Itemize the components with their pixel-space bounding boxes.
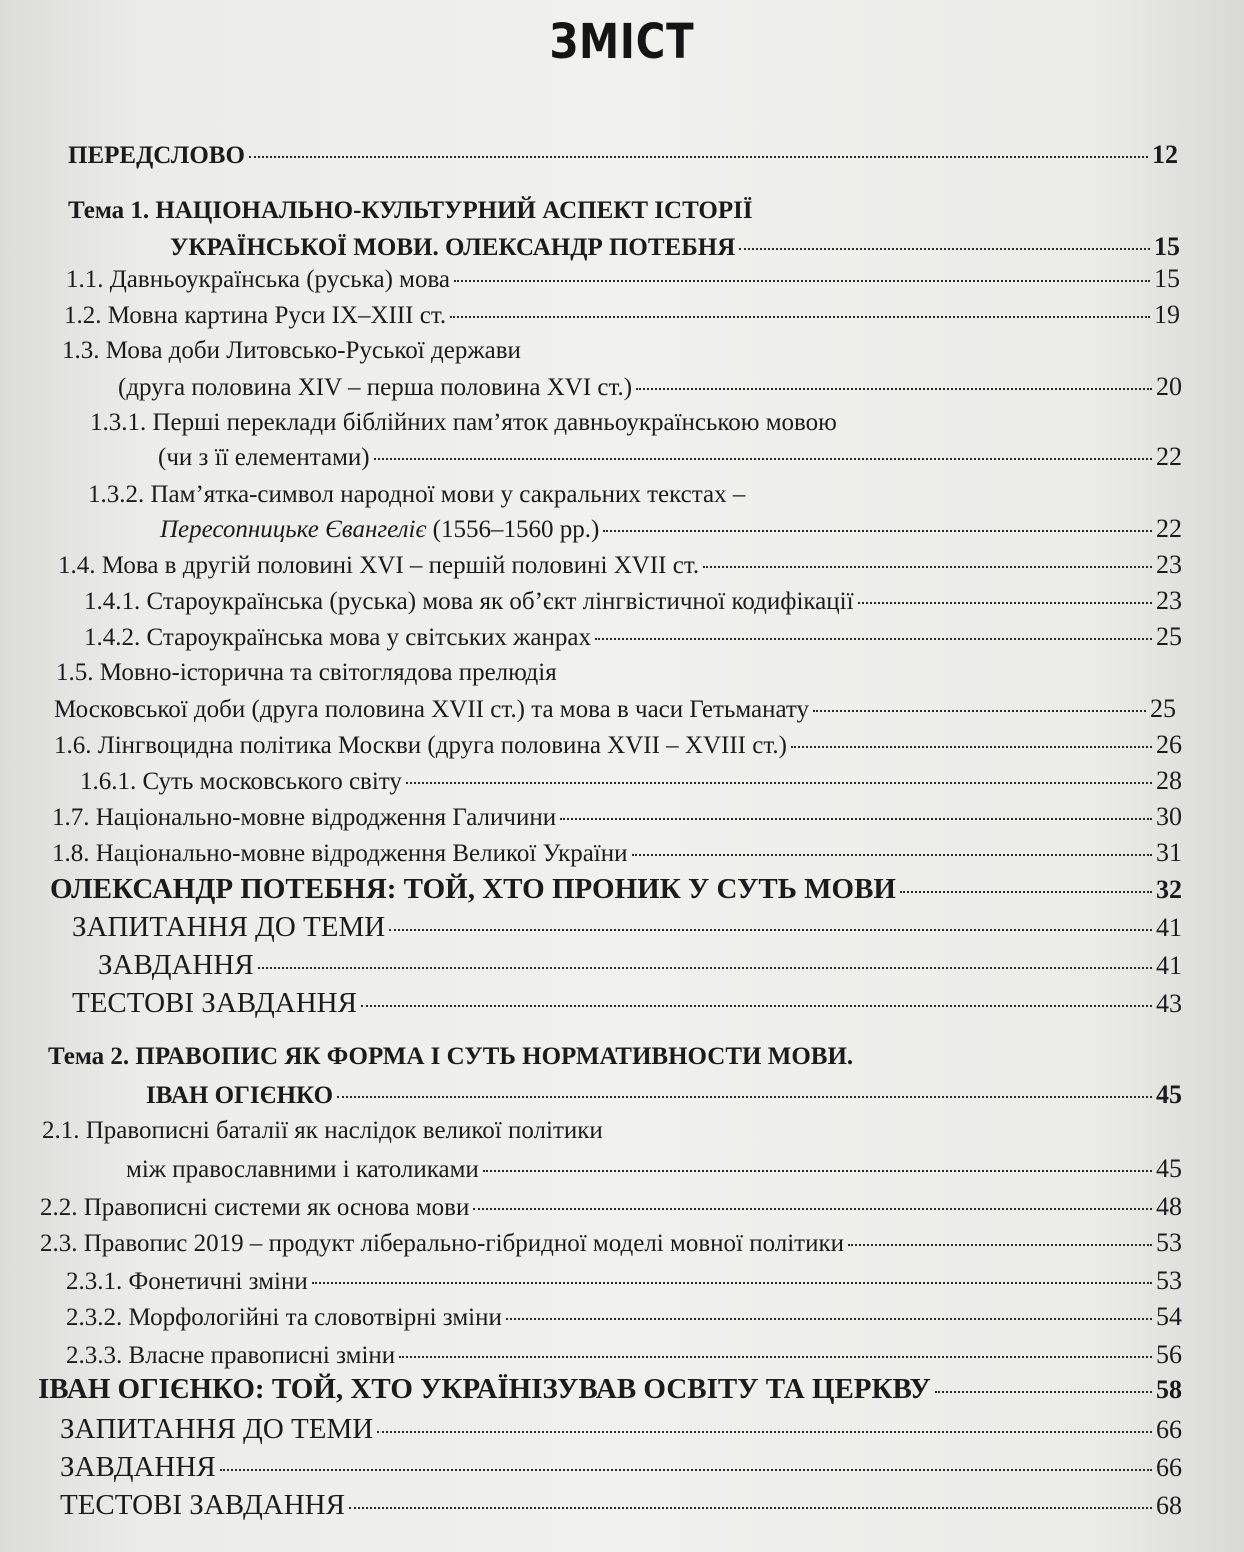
toc-entry-text: ПЕРЕДСЛОВО [68,142,245,169]
toc-leader-dots [739,248,1150,250]
toc-entry-text: 1.6.1. Суть московського світу [80,768,402,795]
toc-entry-1-3: 1.3. Мова доби Литовсько-Руської держави [62,337,521,364]
toc-entry-text [160,515,599,545]
toc-entry-1-6 [54,730,1182,761]
toc-entry-2-1-cont [126,1154,1182,1185]
toc-page-number: 41 [1156,951,1182,980]
toc-page-number: 26 [1156,730,1182,759]
toc-entry-text: ІВАН ОГІЄНКО [146,1082,334,1109]
toc-page-number: 32 [1156,875,1182,904]
toc-leader-dots [813,710,1146,712]
toc-leader-dots [900,891,1152,893]
toc-entry-text: ЗАПИТАННЯ ДО ТЕМИ [60,1413,374,1445]
toc-entry-1-1 [66,264,1180,295]
toc-page-number: 53 [1156,1228,1182,1257]
toc-entry-1-2 [64,300,1180,331]
toc-entry-1-4-1 [84,586,1182,617]
toc-page-number: 41 [1156,913,1182,942]
toc-entry-1-8 [52,838,1182,869]
toc-leader-dots [374,458,1152,460]
toc-entry-text: ТЕСТОВІ ЗАВДАННЯ [60,1489,345,1521]
toc-leader-dots [450,316,1150,318]
page-title: ЗМІСТ [549,14,695,70]
toc-leader-dots [454,280,1150,282]
toc-entry-text: 2.3.1. Фонетичні зміни [66,1268,308,1295]
toc-entry-text: 2.3.3. Власне правописні зміни [66,1342,396,1369]
toc-entry-text: 1.1. Давньоукраїнська (руська) мова [66,266,451,293]
toc-entry-potebnia [50,874,1182,905]
toc-leader-dots [399,1356,1152,1358]
toc-leader-dots [603,530,1152,532]
toc-entry-years: (1556–1560 рр.) [426,516,600,543]
toc-leader-dots [595,638,1152,640]
toc-page-number: 66 [1156,1453,1182,1482]
toc-entry-foreword [68,140,1178,171]
toc-page-number: 25 [1156,622,1182,651]
toc-entry-1-5-cont [54,694,1176,725]
toc-page-number: 22 [1156,442,1182,471]
toc-entry-text: (чи з її елементами) [158,444,370,471]
toc-entry-text: 1.7. Національно-мовне відродження Галичини [52,804,557,831]
toc-entry-tasks-1 [98,950,1182,981]
toc-leader-dots [406,782,1152,784]
toc-topic-2-heading: Тема 2. ПРАВОПИС ЯК ФОРМА І СУТЬ НОРМАТИВНОСТИ МОВИ. [48,1043,854,1070]
toc-entry-questions-1 [72,912,1182,943]
toc-entry-1-3-1: 1.3.1. Перші переклади біблійних пам’яток давньоукраїнською мовою [90,409,837,436]
toc-entry-1-3-1-cont [158,442,1182,473]
toc-page-number: 28 [1156,766,1182,795]
toc-entry-tests-1 [72,988,1182,1019]
toc-entry-2-3 [40,1228,1182,1259]
toc-entry-1-4-2 [84,622,1182,653]
toc-page-number: 23 [1156,586,1182,615]
toc-leader-dots [560,818,1152,820]
toc-entry-text: ЗАПИТАННЯ ДО ТЕМИ [72,911,386,943]
toc-page-number: 12 [1152,140,1178,169]
toc-entry-text: між православними і католиками [126,1156,479,1183]
toc-entry-text: 1.4. Мова в другій половині XVI – першій половині XVII ст. [58,552,700,579]
toc-leader-dots [377,1431,1152,1433]
toc-leader-dots [848,1244,1152,1246]
toc-page-number: 54 [1156,1302,1182,1331]
toc-entry-text: 1.2. Мовна картина Руси IX–XIII ст. [64,302,447,329]
toc-entry-2-1: 2.1. Правописні баталії як наслідок великої політики [42,1117,603,1144]
toc-leader-dots [473,1208,1152,1210]
toc-entry-1-4 [58,550,1182,581]
toc-leader-dots [220,1469,1152,1471]
toc-leader-dots [791,746,1152,748]
toc-page-number: 22 [1156,514,1182,543]
toc-page-number: 45 [1156,1154,1182,1183]
toc-leader-dots [249,156,1148,158]
toc-page-number: 58 [1156,1375,1182,1404]
toc-leader-dots [483,1170,1152,1172]
toc-entry-1-7 [52,802,1182,833]
toc-entry-1-3-cont [118,372,1182,403]
toc-entry-text: ЗАВДАННЯ [98,949,254,981]
toc-entry-text: (друга половина XIV – перша половина XVI ст.) [118,374,633,401]
toc-entry-1-3-2-cont [160,514,1182,545]
toc-leader-dots [858,602,1152,604]
toc-page-number: 43 [1156,989,1182,1018]
toc-page-number: 48 [1156,1192,1182,1221]
toc-entry-2-3-3 [66,1340,1182,1371]
toc-entry-text: 1.4.1. Староукраїнська (руська) мова як об’єкт лінгвістичної кодифікації [84,588,854,615]
toc-leader-dots [506,1318,1152,1320]
toc-topic-1-heading: Тема 1. НАЦІОНАЛЬНО-КУЛЬТУРНИЙ АСПЕКТ ІСТОРІЇ [68,197,753,224]
toc-page-number: 19 [1154,300,1180,329]
toc-page-number: 66 [1156,1415,1182,1444]
toc-entry-text: ЗАВДАННЯ [60,1451,216,1483]
toc-page-number: 45 [1156,1080,1182,1109]
toc-page-number: 25 [1150,694,1176,723]
toc-leader-dots [935,1391,1152,1393]
toc-entry-tests-2 [60,1490,1182,1521]
toc-entry-text: Московської доби (друга половина XVII ст.) та мова в часи Гетьманату [54,696,810,723]
toc-page-number: 53 [1156,1266,1182,1295]
toc-page-number: 30 [1156,802,1182,831]
toc-topic-1-heading-cont [170,232,1180,263]
toc-entry-text: 1.4.2. Староукраїнська мова у світських жанрах [84,624,591,651]
toc-entry-text: ІВАН ОГІЄНКО: ТОЙ, ХТО УКРАЇНІЗУВАВ ОСВІТУ ТА ЦЕРКВУ [38,1373,931,1405]
toc-leader-dots [258,967,1152,969]
toc-entry-text: 2.3. Правопис 2019 – продукт ліберально-гібридної моделі мовної політики [40,1230,844,1257]
toc-leader-dots [361,1005,1152,1007]
toc-page-number: 56 [1156,1340,1182,1369]
toc-page-number: 20 [1156,372,1182,401]
toc-entry-text: ОЛЕКСАНДР ПОТЕБНЯ: ТОЙ, ХТО ПРОНИК У СУТЬ МОВИ [50,873,896,905]
toc-entry-questions-2 [60,1414,1182,1445]
toc-topic-2-heading-cont [146,1080,1182,1111]
toc-entry-2-3-2 [66,1302,1182,1333]
toc-entry-2-2 [40,1192,1182,1223]
toc-entry-text: 1.8. Національно-мовне відродження Великої України [52,840,628,867]
toc-page-number: 15 [1154,232,1180,261]
toc-entry-ohiienko [38,1374,1182,1405]
toc-entry-2-3-1 [66,1266,1182,1297]
toc-leader-dots [389,929,1152,931]
toc-entry-tasks-2 [60,1452,1182,1483]
toc-entry-1-3-2: 1.3.2. Пам’ятка-символ народної мови у сакральних текстах – [88,481,746,508]
toc-entry-text: 2.2. Правописні системи як основа мови [40,1194,470,1221]
toc-entry-1-5: 1.5. Мовно-історична та світоглядова прелюдія [56,659,557,686]
toc-leader-dots [636,388,1152,390]
toc-leader-dots [349,1507,1152,1509]
toc-leader-dots [312,1282,1152,1284]
toc-entry-text: ТЕСТОВІ ЗАВДАННЯ [72,987,357,1019]
toc-italic-title: Пересопницьке Євангеліє [160,516,427,543]
toc-entry-text: 2.3.2. Морфологійні та словотвірні зміни [66,1304,502,1331]
toc-leader-dots [337,1096,1152,1098]
toc-page-number: 15 [1154,264,1180,293]
toc-entry-text: УКРАЇНСЬКОЇ МОВИ. ОЛЕКСАНДР ПОТЕБНЯ [170,234,736,261]
toc-leader-dots [632,854,1152,856]
toc-page-number: 31 [1156,838,1182,867]
toc-entry-text: 1.6. Лінгвоцидна політика Москви (друга половина XVII – XVIII ст.) [54,732,787,759]
toc-entry-1-6-1 [80,766,1182,797]
toc-page-number: 23 [1156,550,1182,579]
toc-leader-dots [703,566,1152,568]
toc-page-number: 68 [1156,1491,1182,1520]
